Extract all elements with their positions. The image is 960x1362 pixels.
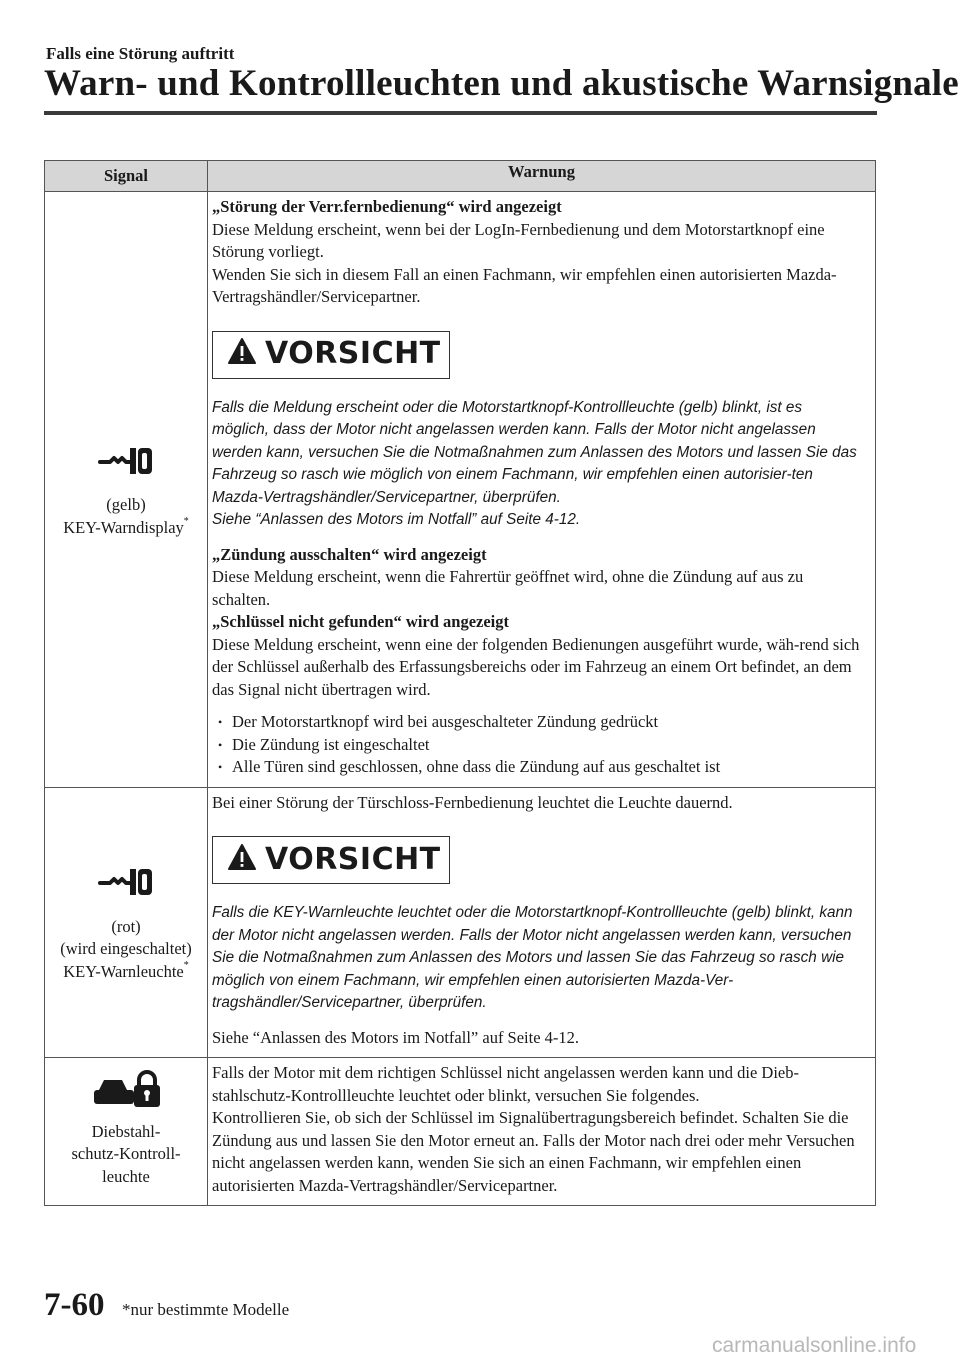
key-warning-icon — [96, 440, 156, 489]
warning-cell — [208, 787, 876, 1058]
title-divider — [44, 111, 877, 115]
section-label: Falls eine Störung auftritt — [46, 44, 235, 63]
caution-box — [212, 331, 450, 379]
warning-cell — [208, 1058, 876, 1206]
message-text: Falls der Motor mit dem richtigen Schlüssel nicht angelassen werden kann und die Dieb-stahlschutz-Kontrollleuchte leuchtet oder blinkt, versuchen Sie folgendes. — [212, 1063, 799, 1105]
table-row — [45, 787, 876, 1058]
signal-label-line: (rot) — [111, 916, 141, 936]
table-header-row — [45, 161, 876, 192]
immobilizer-icon — [92, 1070, 160, 1117]
signal-label-line: KEY-Warndisplay* — [63, 515, 189, 537]
caution-text: Falls die KEY-Warnleuchte leuchtet oder die Motorstartknopf-Kontrollleuchte (gelb) blinkt, kann der Motor nicht angelassen werden. Falls der Motor nicht angelassen werden kann, versuchen Sie die Notmaßnahmen zum Anlassen des Motors und lassen Sie das Fahrzeug so rasch wie möglich von einem Fachmann, wir empfehlen einen autorisierten Mazda-Ver-tragshändler/Servicepartner, überprüfen. — [212, 904, 853, 1011]
caution-box — [212, 836, 450, 884]
message-text: Bei einer Störung der Türschloss-Fernbedienung leuchtet die Leuchte dauernd. — [212, 792, 733, 812]
signal-label-line: (wird eingeschaltet) — [60, 939, 192, 959]
footnote: *nur bestimmte Modelle — [122, 1300, 290, 1319]
message-heading: „Schlüssel nicht gefunden“ wird angezeigt — [212, 612, 510, 631]
key-warning-icon — [96, 861, 156, 910]
signal-label-line: schutz-Kontroll- — [71, 1144, 181, 1163]
caution-label: VORSICHT — [265, 336, 441, 372]
list-item: • Der Motorstartknopf wird bei ausgeschalteter Zündung gedrückt — [212, 711, 863, 734]
signal-cell — [45, 787, 208, 1058]
caution-reference: Siehe “Anlassen des Motors im Notfall” auf Seite 4-12. — [212, 511, 581, 528]
message-text: Diese Meldung erscheint, wenn eine der folgenden Bedienungen ausgeführt wurde, wäh-rend sich der Schlüssel außerhalb des Erfassungsbereichs oder im Fahrzeug an einem Ort befindet, an dem das Signal nicht übertragen wird. — [212, 634, 860, 699]
signal-cell — [45, 1058, 208, 1206]
message-text: Kontrollieren Sie, ob sich der Schlüssel im Signalübertragungsbereich befindet. Schalten Sie die Zündung aus und lassen Sie den Motor erneut an. Falls der Motor nach drei oder mehr Versuchen nicht angelassen werden kann, wenden Sie sich an einen Fachmann, wir empfehlen einen autorisierten Mazda-Vertragshändler/Servicepartner. — [212, 1108, 855, 1195]
message-text: Wenden Sie sich in diesem Fall an einen Fachmann, wir empfehlen einen autorisierten Mazda-Vertragshändler/Servicepartner. — [212, 264, 837, 306]
warning-cell — [208, 192, 876, 788]
caution-text: Falls die Meldung erscheint oder die Motorstartknopf-Kontrollleuchte (gelb) blinkt, ist es möglich, dass der Motor nicht angelassen werden kann. Falls der Motor nicht angelassen werden kann, versuchen Sie die Notmaßnahmen zum Anlassen des Motors und lassen Sie das Fahrzeug so rasch wie möglich von einem Fachmann, wir empfehlen einen autorisier-ten Mazda-Vertragshändler/Servicepartner, überprüfen. Siehe “Anlassen des Motors im Notfall” auf Seite 4-12. — [212, 398, 857, 528]
footnote-marker: * — [183, 959, 189, 971]
bullet-list — [212, 711, 863, 779]
table-row — [45, 1058, 876, 1206]
warning-triangle-icon — [227, 843, 257, 878]
signal-label-line: Diebstahl- — [91, 1121, 161, 1141]
column-header-warning: Warnung — [208, 161, 876, 192]
table-row — [45, 192, 876, 788]
signal-label-line: leuchte — [102, 1166, 150, 1186]
signal-label-line: (gelb) — [106, 495, 146, 514]
footnote-marker: * — [183, 515, 189, 527]
caution-label: VORSICHT — [265, 841, 441, 877]
message-heading: „Zündung ausschalten“ wird angezeigt — [212, 544, 487, 564]
list-item: • Alle Türen sind geschlossen, ohne dass die Zündung auf aus geschaltet ist — [212, 756, 863, 779]
message-text: Siehe “Anlassen des Motors im Notfall” auf Seite 4-12. — [212, 1027, 580, 1047]
list-item: • Die Zündung ist eingeschaltet — [212, 734, 863, 757]
signal-cell — [45, 192, 208, 788]
warning-triangle-icon — [227, 337, 257, 372]
page-number: 7-60 — [44, 1287, 105, 1323]
signal-label-line: KEY-Warnleuchte* — [63, 959, 189, 981]
message-text: Diese Meldung erscheint, wenn die Fahrertür geöffnet wird, ohne die Zündung auf aus zu schalten. — [212, 567, 804, 609]
watermark: carmanualsonline.info — [712, 1334, 917, 1357]
message-text: Diese Meldung erscheint, wenn bei der LogIn-Fernbedienung und dem Motorstartknopf eine Störung vorliegt. — [212, 219, 825, 261]
signal-table — [44, 160, 876, 1206]
column-header-signal: Signal — [45, 161, 208, 192]
message-heading: „Störung der Verr.fernbedienung“ wird angezeigt — [212, 197, 562, 216]
page-title: Warn- und Kontrollleuchten und akustische Warnsignale — [44, 63, 959, 104]
